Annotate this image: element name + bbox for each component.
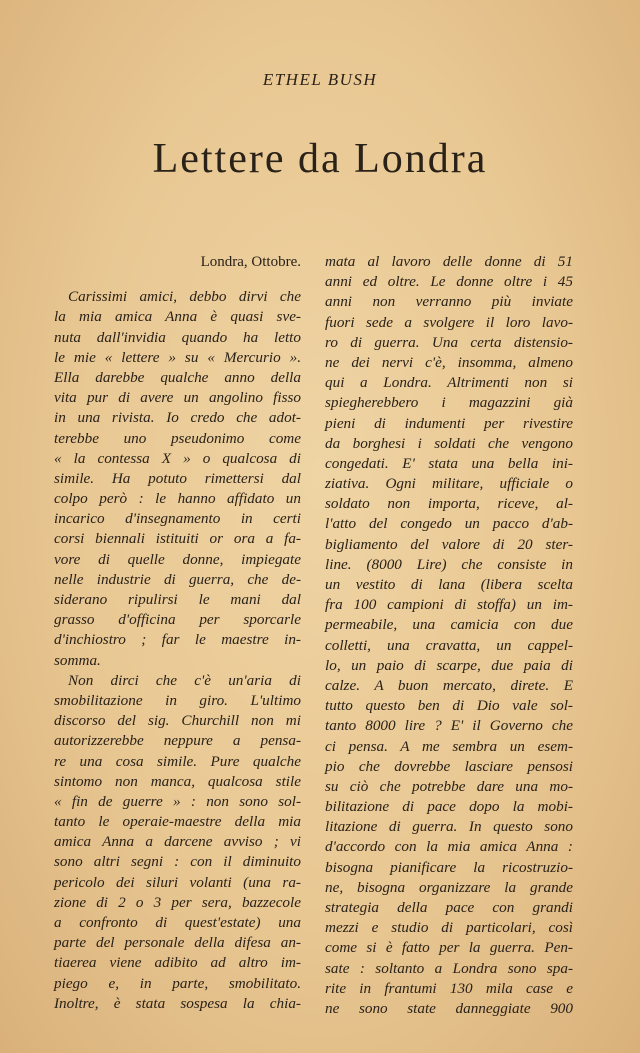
text-line: « la contessa X » o qualcosa di [54, 449, 301, 467]
text-line: colpo però : le hanno affidato un [54, 490, 301, 508]
text-line: da borghesi i soldati che vengono [325, 434, 573, 452]
text-line: nuta dall'invidia quando ha letto [54, 328, 301, 346]
text-line: pericolo dei siluri volanti (una ra- [54, 873, 301, 891]
text-line: « fin de guerre » : non sono sol- [54, 792, 301, 810]
text-line: qui a Londra. Altrimenti non si [325, 374, 573, 392]
text-line: come si è fatto per la guerra. Pen- [325, 939, 573, 957]
text-line: incarico d'insegnamento in certi [54, 510, 301, 528]
text-line: line. (8000 Lire) che consiste in [325, 555, 573, 573]
text-line: nelle industrie di guerra, che de- [54, 570, 301, 588]
text-line: vore di quelle donne, impiegate [54, 550, 301, 568]
text-line: strategia della pace con grandi [325, 899, 573, 916]
text-line: vita pur di avere un angolino fisso [54, 389, 301, 407]
text-line: amica Anna a darcene avviso ; vi [54, 833, 301, 851]
text-line: bilitazione di pace dopo la mobi- [325, 798, 573, 816]
text-line: rite in frantumi 130 mila case e [325, 979, 573, 997]
text-line: ci pensa. A me sembra un esem- [325, 737, 573, 755]
right-column-lines [325, 252, 573, 1019]
text-line: tiaerea viene adibito ad altro im- [54, 954, 301, 972]
text-line: sono altri segni : con il diminuito [54, 853, 301, 871]
text-line: Ella darebbe qualche anno della [54, 368, 301, 386]
text-line: d'inchiostro ; far le maestre in- [54, 631, 301, 649]
author-name: ETHEL BUSH [262, 70, 378, 89]
text-line: simile. Ha potuto rimettersi dal [54, 469, 301, 487]
text-line: fra 100 campioni di stoffa) un im- [325, 596, 573, 614]
text-line: colletti, una cravatta, un cappel- [325, 636, 573, 654]
text-line: terebbe uno pseudonimo come [54, 429, 301, 447]
text-line: sintomo non manca, qualcosa stile [54, 772, 301, 790]
text-line: autorizzerebbe neppure a pensa- [54, 732, 301, 750]
text-line: l'atto del congedo un pacco d'ab- [325, 515, 573, 533]
text-line: piego e, in parte, smobilitato. [54, 974, 301, 992]
text-line: lo, un paio di scarpe, due paia di [325, 656, 573, 674]
text-line: ne sono state danneggiate 900 [325, 999, 573, 1017]
text-line: litazione di guerra. In questo sono [325, 818, 573, 836]
text-line: le mie « lettere » su « Mercurio ». [54, 348, 301, 366]
text-line: corsi biennali istituiti or ora a fa- [54, 530, 301, 548]
text-line: permeabile, una camicia con due [325, 616, 573, 634]
text-line: calze. A buon mercato, direte. E [325, 676, 573, 694]
text-line: in una rivista. Io credo che adot- [54, 409, 301, 427]
text-line: bigliamento del valore di 20 ster- [325, 535, 573, 553]
text-line: a confronto di quest'estate) una [54, 914, 301, 931]
right-column [325, 252, 573, 1019]
text-line: somma. [54, 651, 101, 669]
text-line: Carissimi amici, debbo dirvi che [68, 288, 301, 306]
text-line: ne, bisogna organizzare la grande [325, 878, 573, 896]
text-line: tutto questo ben di Dio vale sol- [325, 697, 573, 715]
text-line: un vestito di lana (libera scelta [325, 576, 573, 593]
text-line: siderano ripulirsi le mani dal [54, 591, 301, 608]
left-column-lines [54, 287, 301, 1014]
text-line: discorso del sig. Churchill non mi [54, 712, 301, 730]
text-line: ziativa. Ogni militare, ufficiale o [325, 475, 573, 493]
text-line: re una cosa simile. Pure qualche [54, 752, 301, 770]
dateline: Londra, Ottobre. [200, 254, 301, 270]
text-line: mata al lavoro delle donne di 51 [325, 253, 573, 270]
text-line: smobilitazione in giro. L'ultimo [54, 691, 301, 709]
text-line: pieni di indumenti per rivestire [325, 414, 573, 432]
text-line: tanto 8000 lire ? E' il Governo che [325, 717, 573, 735]
text-line: Non dirci che c'è un'aria di [68, 671, 301, 689]
text-line: la mia amica Anna è quasi sve- [54, 308, 301, 326]
left-column [54, 252, 301, 1014]
text-line: fuori sede a svolgere il loro lavo- [325, 313, 573, 331]
text-line: sate : soltanto a Londra sono spa- [325, 959, 573, 977]
text-line: parte del personale della difesa an- [54, 934, 301, 952]
text-line: anni non verranno più inviate [325, 293, 573, 311]
text-line: pio che dovrebbe lasciare pensosi [325, 757, 573, 775]
text-line: soldato non importa, riceve, al- [325, 495, 573, 513]
article-title: Lettere da Londra [152, 136, 488, 182]
text-line: spiegherebbero i magazzini già [325, 394, 573, 412]
text-line: ro di guerra. Una certa distensio- [325, 333, 573, 351]
text-line: ne dei nervi c'è, insomma, almeno [325, 353, 573, 371]
text-line: d'accordo con la mia amica Anna : [325, 838, 573, 856]
text-line: bisogna pianificare la ricostruzio- [325, 858, 573, 876]
text-line: su ciò che potrebbe dare una mo- [325, 777, 573, 795]
text-line: mezzi e studio di particolari, così [325, 919, 573, 937]
text-line: tanto le operaie-maestre della mia [54, 813, 301, 831]
text-line: zione di 2 o 3 per sera, bazzecole [54, 893, 301, 911]
text-line: grasso d'officina per sporcarle [54, 611, 301, 629]
text-line: anni ed oltre. Le donne oltre i 45 [325, 273, 573, 291]
text-line: congedati. E' stata una bella ini- [325, 454, 573, 472]
text-line: Inoltre, è stata sospesa la chia- [54, 994, 301, 1012]
